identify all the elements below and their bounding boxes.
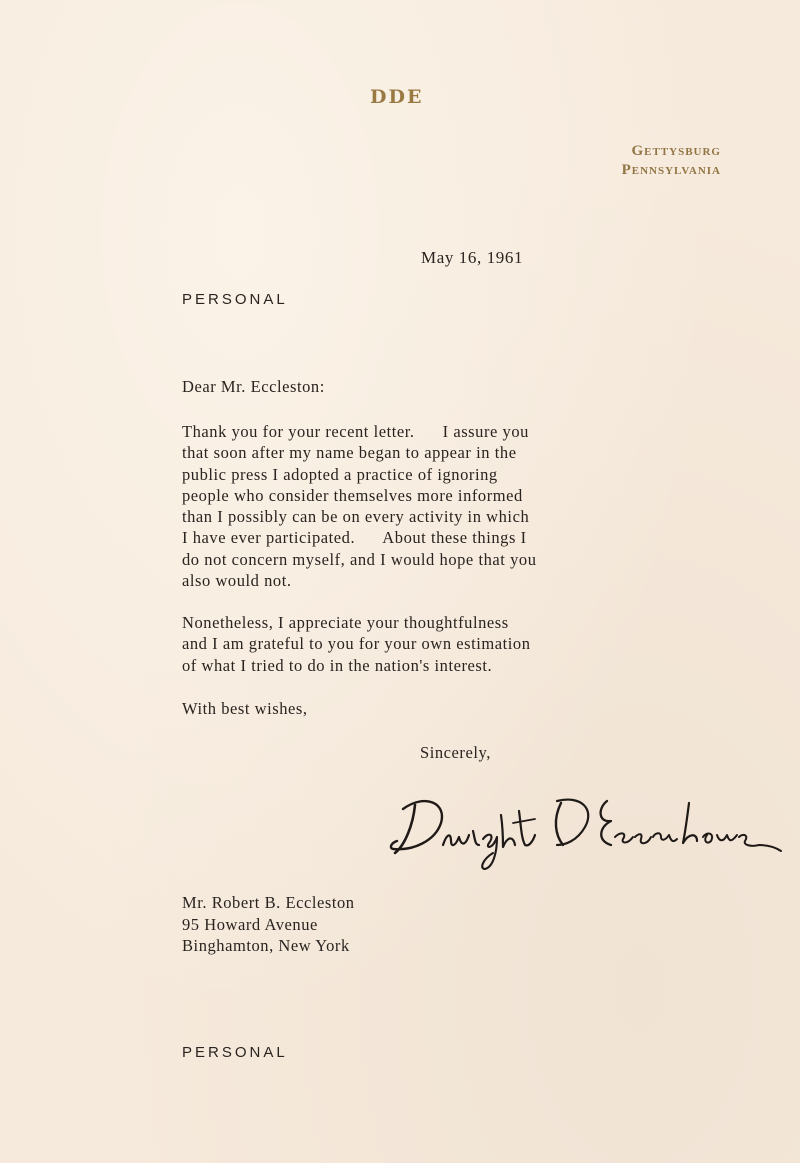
paragraph-line: and I am grateful to you for your own estimation [182,634,531,654]
paragraph-line: also would not. [182,571,292,591]
letterhead-state: Pennsylvania [621,162,721,178]
personal-marking-top: PERSONAL [182,291,288,308]
letterhead-monogram: DDE [370,86,424,108]
recipient-address [182,892,355,957]
closing-wishes: With best wishes, [182,699,308,718]
personal-marking-bottom: PERSONAL [182,1044,288,1061]
paragraph-line: than I possibly can be on every activity in which [182,507,530,527]
body-paragraph-2 [182,612,531,676]
salutation: Dear Mr. Eccleston: [182,377,325,396]
paragraph-line: Nonetheless, I appreciate your thoughtfulness [182,613,509,632]
letterhead-place [622,142,721,180]
body-paragraph-1 [182,421,537,591]
complimentary-close: Sincerely, [420,743,491,762]
paragraph-line: that soon after my name began to appear in the [182,443,517,463]
letterhead-city: Gettysburg [631,143,721,159]
letter-date: May 16, 1961 [421,248,524,267]
paragraph-line: I have ever participated. About these things I [182,528,527,548]
paragraph-line: of what I tried to do in the nation's interest. [182,655,493,675]
recipient-name: Mr. Robert B. Eccleston [182,893,355,912]
paragraph-line: people who consider themselves more informed [182,485,523,505]
paragraph-line: do not concern myself, and I would hope that you [182,549,537,569]
recipient-street: 95 Howard Avenue [182,914,318,934]
recipient-city: Binghamton, New York [182,936,350,955]
signature-icon [385,775,785,875]
paragraph-line: Thank you for your recent letter. I assure you [182,422,529,441]
paragraph-line: public press I adopted a practice of ignoring [182,464,498,484]
